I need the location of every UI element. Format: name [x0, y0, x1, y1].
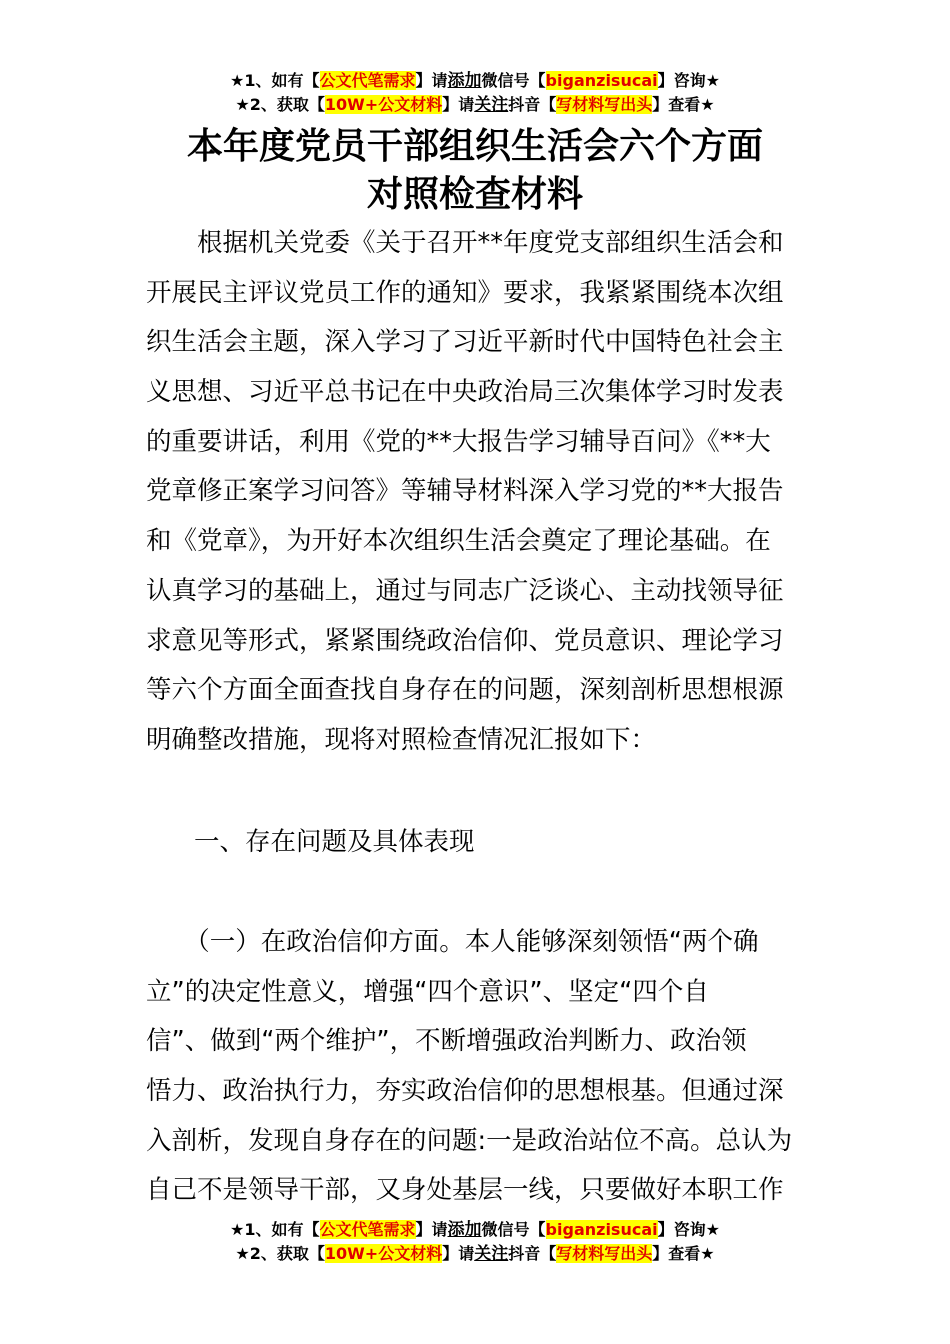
- political-belief-paragraph: [146, 918, 808, 1216]
- intro-paragraph: [146, 219, 808, 766]
- banner-line2-highlight-materials: 10W+公文材料: [324, 1244, 443, 1263]
- banner-line1-middle2: 微信号【: [481, 1220, 546, 1239]
- paragraph-line: 织生活会主题，深入学习了习近平新时代中国特色社会主: [146, 327, 784, 358]
- banner-line1-middle2: 微信号【: [481, 71, 546, 90]
- banner-line-1: [0, 69, 950, 93]
- banner-line-1: [0, 1218, 950, 1242]
- banner-line2-suffix: 】查看★: [652, 1244, 715, 1263]
- banner-line1-suffix: 】咨询★: [657, 71, 720, 90]
- paragraph-line: 的重要讲话，利用《党的**大报告学习辅导百问》《**大: [146, 426, 771, 457]
- banner-line1-suffix: 】咨询★: [657, 1220, 720, 1239]
- paragraph-line: 党章修正案学习问答》等辅导材料深入学习党的**大报告: [146, 476, 784, 507]
- paragraph-line: 义思想、习近平总书记在中央政治局三次集体学习时发表: [146, 377, 784, 408]
- banner-line2-highlight-douyin: 写材料写出头: [556, 1244, 653, 1263]
- paragraph-line: 入剖析，发现自身存在的问题:一是政治站位不高。总认为: [146, 1125, 793, 1156]
- paragraph-line: 自己不是领导干部，又身处基层一线，只要做好本职工作: [146, 1175, 784, 1206]
- banner-line-2: [0, 93, 950, 117]
- section-heading: 一、存在问题及具体表现: [194, 827, 475, 857]
- banner-line1-highlight-service: 公文代笔需求: [319, 71, 416, 90]
- banner-line2-emph: 关注: [474, 1244, 509, 1264]
- paragraph-line: 根据机关党委《关于召开**年度党支部组织生活会和: [146, 228, 784, 258]
- paragraph-line: 求意见等形式，紧紧围绕政治信仰、党员意识、理论学习: [146, 625, 784, 656]
- banner-line2-middle2: 抖音【: [508, 1244, 557, 1263]
- banner-line1-emph: 添加: [447, 1220, 482, 1240]
- paragraph-line: 明确整改措施，现将对照检查情况汇报如下：: [146, 724, 657, 755]
- banner-line2-middle2: 抖音【: [508, 95, 557, 114]
- banner-line2-middle1: 】请: [442, 1244, 475, 1263]
- paragraph-line: （一）在政治信仰方面。本人能够深刻领悟“两个确: [146, 927, 759, 957]
- banner-line2-highlight-materials: 10W+公文材料: [324, 95, 443, 114]
- banner-line2-emph: 关注: [474, 95, 509, 115]
- paragraph-line: 认真学习的基础上，通过与同志广泛谈心、主动找领导征: [146, 575, 784, 606]
- banner-line1-highlight-wechat: biganzisucai: [545, 1220, 658, 1239]
- banner-line-2: [0, 1242, 950, 1266]
- banner-line1-middle1: 】请: [415, 1220, 448, 1239]
- banner-line2-prefix: ★2、获取【: [235, 95, 325, 114]
- paragraph-line: 悟力、政治执行力，夯实政治信仰的思想根基。但通过深: [146, 1076, 784, 1107]
- banner-line2-prefix: ★2、获取【: [235, 1244, 325, 1263]
- document-title-line-1: 本年度党员干部组织生活会六个方面: [186, 126, 763, 167]
- bottom-banner: [0, 1218, 950, 1266]
- banner-line1-prefix: ★1、如有【: [230, 71, 320, 90]
- paragraph-line: 信”、做到“两个维护”，不断增强政治判断力、政治领: [146, 1026, 747, 1057]
- banner-line1-prefix: ★1、如有【: [230, 1220, 320, 1239]
- banner-line1-middle1: 】请: [415, 71, 448, 90]
- banner-line1-emph: 添加: [447, 71, 482, 91]
- banner-line2-suffix: 】查看★: [652, 95, 715, 114]
- paragraph-line: 和《党章》，为开好本次组织生活会奠定了理论基础。在: [146, 526, 771, 557]
- document-title-line-2: 对照检查材料: [366, 174, 583, 215]
- paragraph-line: 等六个方面全面查找自身存在的问题，深刻剖析思想根源: [146, 675, 784, 706]
- top-banner: [0, 69, 950, 117]
- paragraph-line: 开展民主评议党员工作的通知》要求，我紧紧围绕本次组: [146, 277, 784, 308]
- paragraph-line: 立”的决定性意义，增强“四个意识”、坚定“四个自: [146, 976, 709, 1007]
- banner-line1-highlight-service: 公文代笔需求: [319, 1220, 416, 1239]
- banner-line2-middle1: 】请: [442, 95, 475, 114]
- banner-line2-highlight-douyin: 写材料写出头: [556, 95, 653, 114]
- banner-line1-highlight-wechat: biganzisucai: [545, 71, 658, 90]
